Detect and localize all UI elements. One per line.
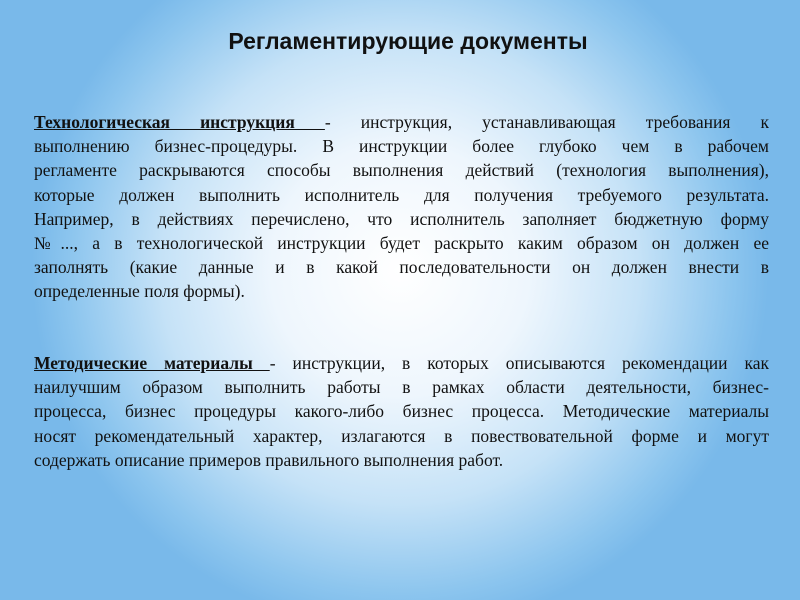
paragraph-line: №..., а в технологической инструкции будет раскрыто каким образом он должен ее <box>34 233 769 254</box>
paragraph-line: которые должен выполнить исполнитель для получения требуемого результата. <box>34 184 769 205</box>
definition-text: - инструкция, устанавливающая требования к <box>324 112 769 132</box>
paragraph-line: заполнять (какие данные и в какой последовательности он должен внести в <box>34 257 769 278</box>
paragraph-line: процесса, бизнес процедуры какого-либо бизнес процесса. Методические материалы <box>34 401 769 422</box>
term-technological-instruction: Технологическая инструкция <box>34 112 325 132</box>
paragraph-line: наилучшим образом выполнить работы в рамках области деятельности, бизнес- <box>34 377 769 398</box>
paragraph-line <box>34 351 769 375</box>
paragraph-line: содержать описание примеров правильного выполнения работ. <box>34 449 504 470</box>
paragraph-technological-instruction <box>34 110 769 304</box>
paragraph-line: определенные поля формы). <box>34 281 245 302</box>
slide-title: Регламентирующие документы <box>228 28 588 54</box>
paragraph-line: носят рекомендательный характер, излагаются в повествовательной форме и могут <box>34 425 769 446</box>
paragraph-line <box>34 110 769 134</box>
paragraph-line: выполнению бизнес-процедуры. В инструкции более глубоко чем в рабочем <box>34 136 769 157</box>
paragraph-methodical-materials <box>34 351 769 472</box>
definition-text: - инструкции, в которых описываются рекомендации как <box>269 353 769 373</box>
paragraph-line: Например, в действиях перечислено, что исполнитель заполняет бюджетную форму <box>34 208 769 229</box>
term-methodical-materials: Методические материалы <box>34 353 270 373</box>
paragraph-line: регламенте раскрываются способы выполнения действий (технология выполнения), <box>34 160 769 181</box>
